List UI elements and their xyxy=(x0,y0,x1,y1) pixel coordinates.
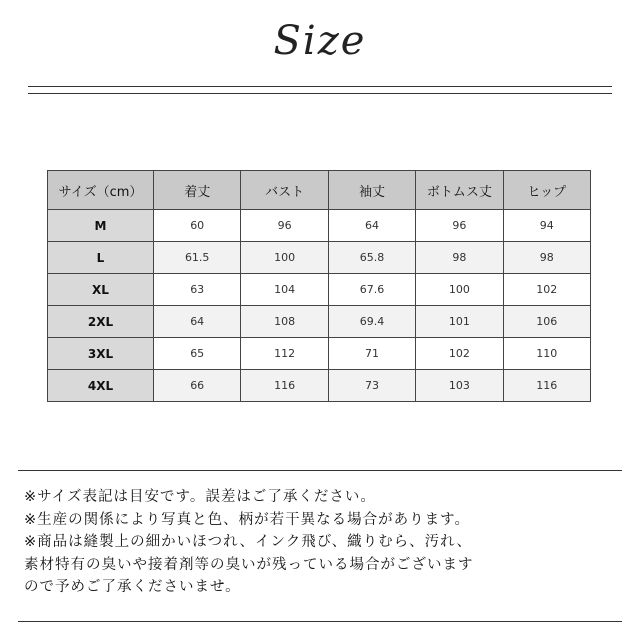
table-cell: 61.5 xyxy=(154,242,241,274)
table-cell: 69.4 xyxy=(328,306,415,338)
table-cell: 96 xyxy=(241,210,328,242)
table-row xyxy=(48,306,591,338)
header-hip: ヒップ xyxy=(503,171,590,210)
table-row xyxy=(48,210,591,242)
note-line: ※サイズ表記は目安です。誤差はご了承ください。 xyxy=(24,489,376,505)
notes-list xyxy=(24,486,624,599)
size-label: M xyxy=(48,210,154,242)
table-cell: 60 xyxy=(154,210,241,242)
table-cell: 96 xyxy=(416,210,503,242)
table-row xyxy=(48,242,591,274)
page-title: Size xyxy=(273,18,367,64)
title-divider-bottom xyxy=(28,93,612,94)
table-cell: 98 xyxy=(416,242,503,274)
table-cell: 100 xyxy=(241,242,328,274)
table-cell: 104 xyxy=(241,274,328,306)
note-line: 素材特有の臭いや接着剤等の臭いが残っている場合がございます xyxy=(24,556,474,573)
table-cell: 103 xyxy=(416,370,503,402)
table-cell: 65.8 xyxy=(328,242,415,274)
size-table xyxy=(47,170,591,402)
table-cell: 66 xyxy=(154,370,241,402)
size-table-header-row xyxy=(48,171,591,210)
table-cell: 116 xyxy=(241,370,328,402)
table-cell: 71 xyxy=(328,338,415,370)
table-cell: 102 xyxy=(416,338,503,370)
table-cell: 94 xyxy=(503,210,590,242)
size-label: 2XL xyxy=(48,306,154,338)
table-cell: 64 xyxy=(154,306,241,338)
size-label: 4XL xyxy=(48,370,154,402)
table-cell: 108 xyxy=(241,306,328,338)
table-cell: 63 xyxy=(154,274,241,306)
table-cell: 106 xyxy=(503,306,590,338)
table-row xyxy=(48,370,591,402)
header-sleeve: 袖丈 xyxy=(328,171,415,210)
table-cell: 101 xyxy=(416,306,503,338)
note-line: ※商品は縫製上の細かいほつれ、インク飛び、織りむら、汚れ、 xyxy=(24,534,473,550)
size-label: L xyxy=(48,242,154,274)
table-cell: 102 xyxy=(503,274,590,306)
table-cell: 98 xyxy=(503,242,590,274)
header-bust: バスト xyxy=(241,171,328,210)
table-cell: 64 xyxy=(328,210,415,242)
note-line: ※生産の関係により写真と色、柄が若干異なる場合があります。 xyxy=(24,511,470,528)
header-bottoms-length: ボトムス丈 xyxy=(416,171,503,210)
title-divider-top xyxy=(28,86,612,87)
table-cell: 100 xyxy=(416,274,503,306)
table-cell: 110 xyxy=(503,338,590,370)
header-size: サイズ（cm） xyxy=(48,171,154,210)
table-row xyxy=(48,274,591,306)
table-cell: 112 xyxy=(241,338,328,370)
header-length: 着丈 xyxy=(154,171,241,210)
size-label: XL xyxy=(48,274,154,306)
table-cell: 73 xyxy=(328,370,415,402)
table-cell: 116 xyxy=(503,370,590,402)
table-cell: 65 xyxy=(154,338,241,370)
size-label: 3XL xyxy=(48,338,154,370)
table-cell: 67.6 xyxy=(328,274,415,306)
note-line: ので予めご了承くださいませ。 xyxy=(24,579,241,595)
table-row xyxy=(48,338,591,370)
